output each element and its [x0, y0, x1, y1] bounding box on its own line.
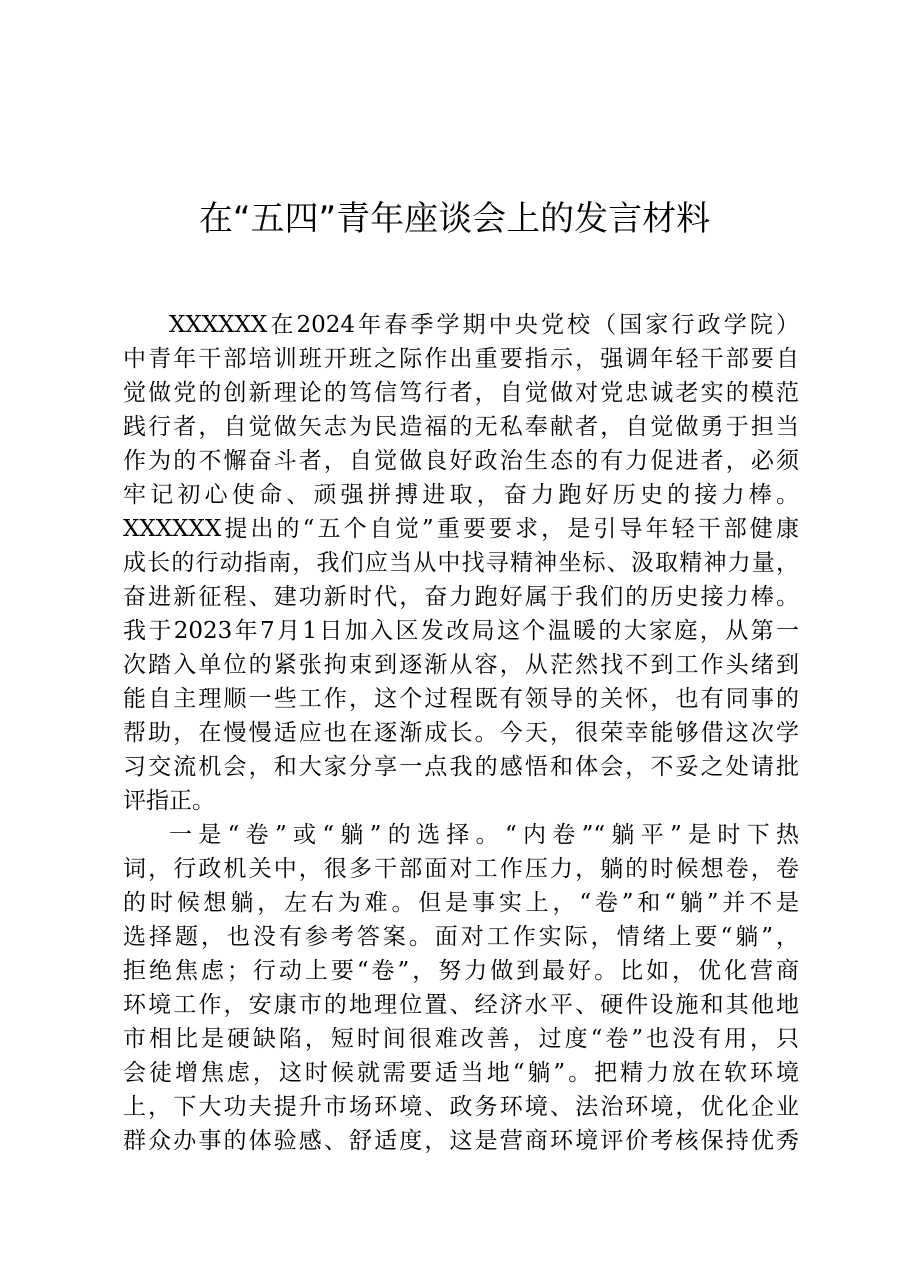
text-line: 能自主理顺一些工作，这个过程既有领导的关怀，也有同事的 [123, 686, 799, 712]
paragraph-point-one [123, 818, 799, 1158]
text-line: 次踏入单位的紧张拘束到逐渐从容，从茫然找不到工作头绪到 [123, 652, 799, 678]
text-line: 觉做党的创新理论的笃信笃行者，自觉做对党忠诚老实的模范 [123, 380, 799, 406]
text-line: 上，下大功夫提升市场环境、政务环境、法治环境，优化企业 [123, 1094, 799, 1120]
text-line: 习交流机会，和大家分享一点我的感悟和体会，不妥之处请批 [123, 754, 799, 780]
text-line: 词，行政机关中，很多干部面对工作压力，躺的时候想卷，卷 [123, 856, 799, 882]
text-line: 牢记初心使命、顽强拼搏进取，奋力跑好历史的接力棒。 [123, 482, 799, 508]
text-line: 我于2023年7月1日加入区发改局这个温暖的大家庭，从第一 [123, 618, 799, 644]
text-line: XXXXXX在2024年春季学期中央党校（国家行政学院） [169, 312, 799, 338]
text-line: 成长的行动指南，我们应当从中找寻精神坐标、汲取精神力量， [123, 550, 799, 576]
text-line: 选择题，也没有参考答案。面对工作实际，情绪上要“躺”， [123, 924, 799, 950]
text-line: 帮助，在慢慢适应也在逐渐成长。今天，很荣幸能够借这次学 [123, 720, 799, 746]
text-line: 群众办事的体验感、舒适度，这是营商环境评价考核保持优秀 [123, 1128, 799, 1154]
text-line: 的时候想躺，左右为难。但是事实上，“卷”和“躺”并不是 [123, 890, 799, 916]
text-line: 一是“卷”或“躺”的选择。“内卷”“躺平”是时下热 [169, 822, 799, 848]
text-line: 环境工作，安康市的地理位置、经济水平、硬件设施和其他地 [123, 992, 799, 1018]
text-line: 践行者，自觉做矢志为民造福的无私奉献者，自觉做勇于担当 [123, 414, 799, 440]
text-line: 作为的不懈奋斗者，自觉做良好政治生态的有力促进者，必须 [123, 448, 799, 474]
text-line: 中青年干部培训班开班之际作出重要指示，强调年轻干部要自 [123, 346, 799, 372]
text-line: 市相比是硬缺陷，短时间很难改善，过度“卷”也没有用，只 [123, 1026, 799, 1052]
document-body [123, 308, 799, 1158]
text-line: 奋进新征程、建功新时代，奋力跑好属于我们的历史接力棒。 [123, 584, 799, 610]
text-line: XXXXXX提出的“五个自觉”重要要求，是引导年轻干部健康 [123, 516, 799, 542]
text-line: 拒绝焦虑；行动上要“卷”，努力做到最好。比如，优化营商 [123, 958, 799, 984]
paragraph-intro [123, 308, 799, 818]
text-line: 会徒增焦虑，这时候就需要适当地“躺”。把精力放在软环境 [123, 1060, 799, 1086]
document-title: 在“五四”青年座谈会上的发言材料 [198, 199, 711, 239]
text-line: 评指正。 [123, 788, 215, 814]
